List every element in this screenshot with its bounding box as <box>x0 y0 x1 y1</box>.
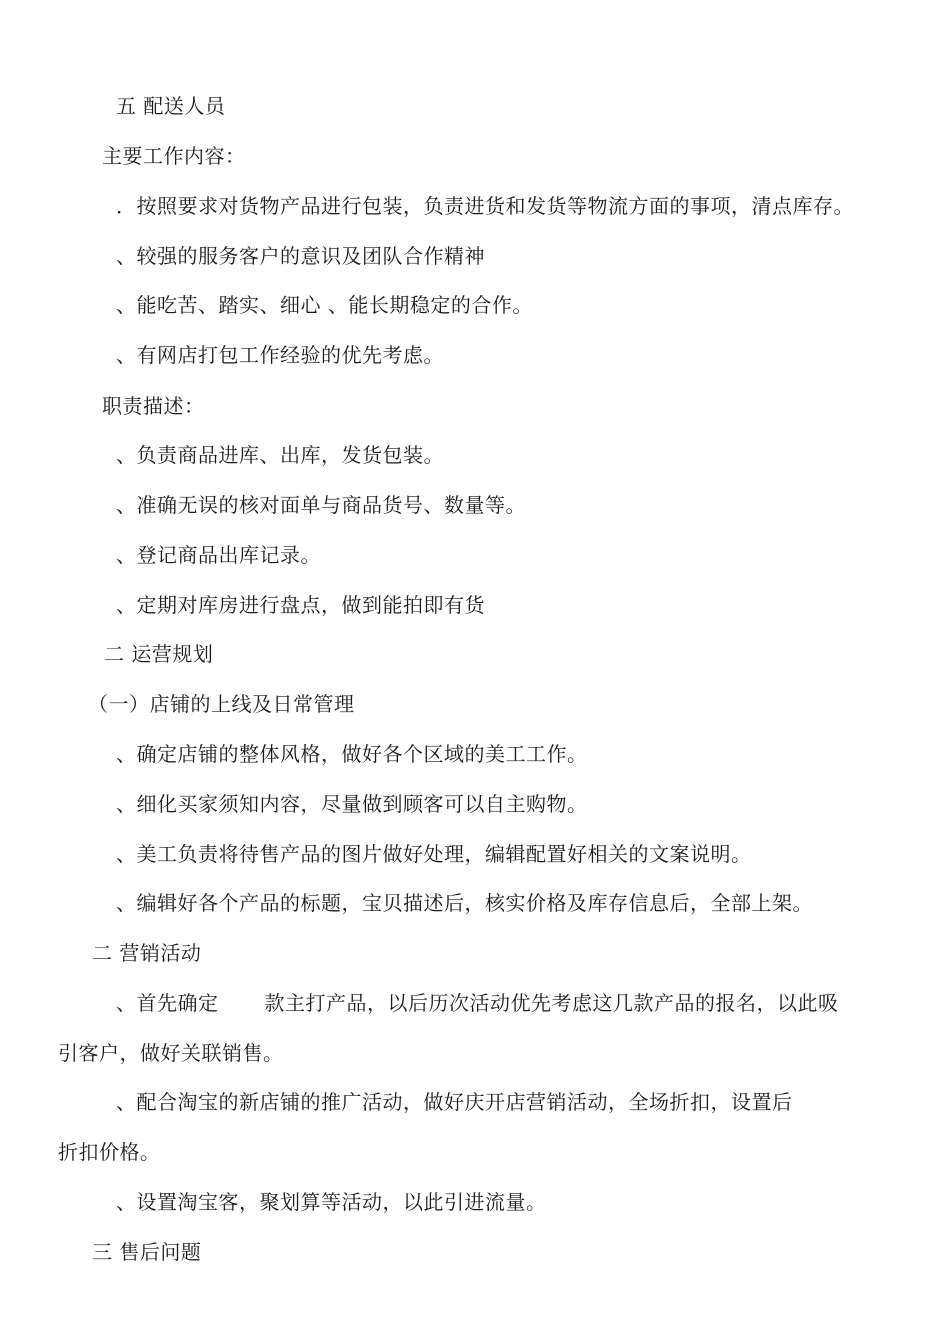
subheading-store-launch: （一）店铺的上线及日常管理 <box>88 692 355 716</box>
paragraph-line: 、负责商品进库、出库，发货包装。 <box>116 443 444 467</box>
paragraph-line: 、能吃苦、踏实、细心 、能长期稳定的合作。 <box>116 293 533 317</box>
paragraph-line: 、确定店铺的整体风格，做好各个区域的美工工作。 <box>116 742 588 766</box>
paragraph-line: 、较强的服务客户的意识及团队合作精神 <box>116 244 485 268</box>
section-heading-marketing: 二 营销活动 <box>92 941 202 965</box>
text-fragment: 、首先确定 <box>116 991 219 1015</box>
paragraph-line: 、细化买家须知内容，尽量做到顾客可以自主购物。 <box>116 792 588 816</box>
paragraph-line: 、设置淘宝客，聚划算等活动，以此引进流量。 <box>116 1190 547 1214</box>
paragraph-line: 折扣价格。 <box>58 1140 161 1164</box>
paragraph-line <box>116 990 839 1016</box>
paragraph-line: 、美工负责将待售产品的图片做好处理，编辑配置好相关的文案说明。 <box>116 842 752 866</box>
section-heading-delivery-staff: 五 配送人员 <box>116 94 226 118</box>
paragraph-line: ．按照要求对货物产品进行包装，负责进货和发货等物流方面的事项，清点库存。 <box>116 194 854 218</box>
paragraph-line: 、定期对库房进行盘点，做到能拍即有货 <box>116 593 485 617</box>
subheading-main-work: 主要工作内容： <box>102 144 246 168</box>
paragraph-line: 引客户，做好关联销售。 <box>58 1041 284 1065</box>
paragraph-line: 、准确无误的核对面单与商品货号、数量等。 <box>116 493 526 517</box>
paragraph-line: 、有网店打包工作经验的优先考虑。 <box>116 343 444 367</box>
paragraph-line: 、配合淘宝的新店铺的推广活动，做好庆开店营销活动，全场折扣，设置后 <box>116 1090 793 1114</box>
paragraph-line: 、编辑好各个产品的标题，宝贝描述后，核实价格及库存信息后，全部上架。 <box>116 891 813 915</box>
section-heading-operations: 二 运营规划 <box>104 642 214 666</box>
paragraph-line: 、登记商品出库记录。 <box>116 543 321 567</box>
subheading-duties: 职责描述： <box>102 394 205 418</box>
text-fragment: 款主打产品，以后历次活动优先考虑这几款产品的报名，以此吸 <box>264 991 839 1015</box>
section-heading-after-sales: 三 售后问题 <box>92 1240 202 1264</box>
